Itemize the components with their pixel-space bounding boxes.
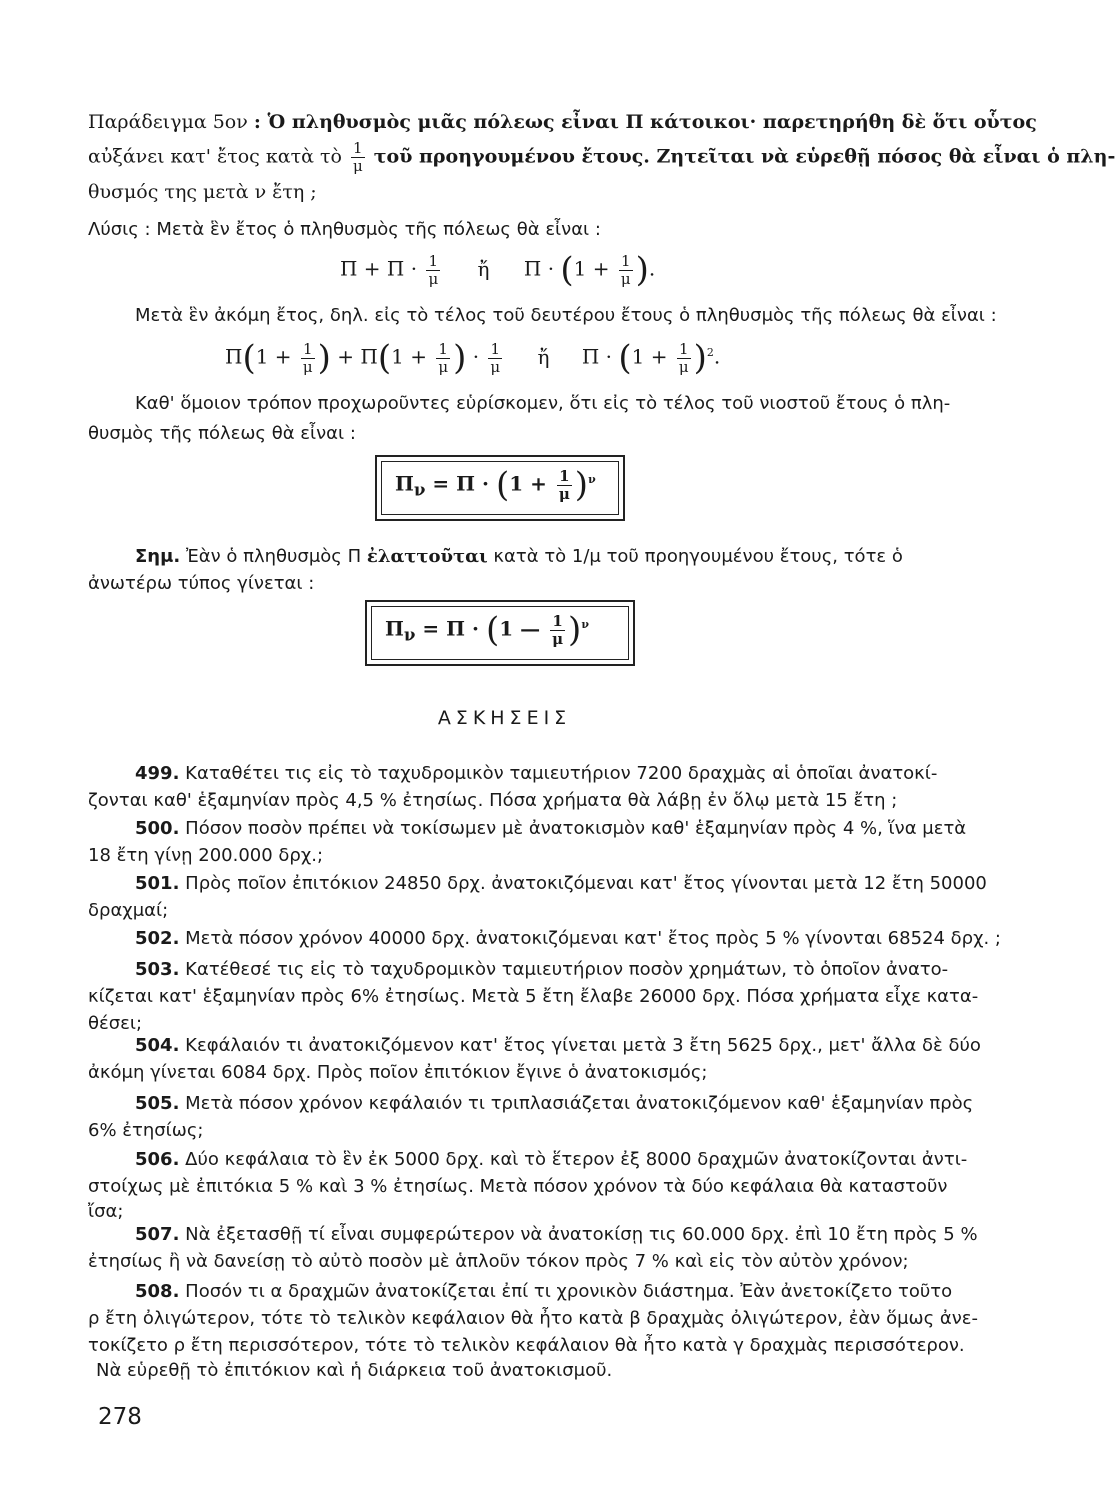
frac-num: 1 — [436, 341, 450, 359]
fraction-1-mu — [677, 341, 691, 376]
exercise-text: 18 ἔτη γίνῃ 200.000 δρχ.; — [88, 845, 324, 866]
subscript: ν — [403, 624, 416, 645]
exercise-number: 501. — [135, 873, 180, 894]
exercise-number: 507. — [135, 1224, 180, 1245]
paren-close: ) — [317, 338, 331, 378]
general-line-2 — [88, 422, 948, 446]
formula-term: Π · — [581, 344, 613, 369]
frac-num: 1 — [550, 613, 565, 631]
exercise-text: Νὰ εὑρεθῇ τὸ ἐπιτόκιον καὶ ἡ διάρκεια τοῦ ἀνατοκισμοῦ. — [96, 1360, 613, 1381]
boxed-formula-growth — [375, 455, 625, 521]
exercise-text: Νὰ ἐξετασθῇ τί εἶναι συμφερώτερον νὰ ἀνατοκίσῃ τις 60.000 δρχ. ἐπὶ 10 ἔτη πρὸς 5 % — [185, 1224, 978, 1245]
exercises-heading: ΑΣΚΗΣΕΙΣ — [437, 707, 572, 729]
frac-num: 1 — [426, 253, 440, 271]
exercise-508 — [135, 1280, 995, 1304]
exercise-number: 504. — [135, 1035, 180, 1056]
paren-open: ( — [485, 610, 500, 650]
formula-dot: · — [472, 344, 480, 369]
frac-den: μ — [552, 629, 564, 648]
exercise-text: δραχμαί; — [88, 900, 169, 921]
exercise-506-cont — [88, 1175, 948, 1199]
paren-open: ( — [495, 465, 510, 505]
exercise-507 — [135, 1223, 995, 1247]
exercise-text: Πόσον ποσὸν πρέπει νὰ τοκίσωμεν μὲ ἀνατοκισμὸν καθ' ἑξαμηνίαν πρὸς 4 %, ἵνα μετὰ — [185, 818, 967, 839]
exercise-text: Κατέθεσέ τις εἰς τὸ ταχυδρομικὸν ταμιευτήριον ποσὸν χρημάτων, τὸ ὁποῖον ἀνατο- — [185, 959, 949, 980]
exercise-501-cont — [88, 899, 948, 923]
paren-open: ( — [618, 338, 632, 378]
solution-text: : Μετὰ ἓν ἔτος ὁ πληθυσμὸς τῆς πόλεως θὰ εἶναι : — [144, 219, 601, 240]
exercise-text: στοίχως μὲ ἐπιτόκια 5 % καὶ 3 % ἐτησίως. Μετὰ πόσον χρόνον τὰ δύο κεφάλαια θὰ καταστοῦν — [88, 1176, 948, 1197]
formula-term: Π — [225, 344, 243, 369]
solution-line — [88, 218, 948, 242]
exercise-503-cont2 — [88, 1012, 948, 1036]
exercise-number: 505. — [135, 1093, 180, 1114]
fraction-1-mu — [301, 341, 315, 376]
frac-num: 1 — [488, 341, 502, 359]
exercise-text: Ποσόν τι α δραχμῶν ἀνατοκίζεται ἐπί τι χρονικὸν διάστημα. Ἐὰν ἀνετοκίζετο τοῦτο — [185, 1281, 953, 1302]
formula-term: 1 + — [391, 344, 427, 369]
formula-decline — [385, 610, 589, 650]
exercise-number: 500. — [135, 818, 180, 839]
exercise-508-cont2 — [88, 1334, 965, 1358]
fraction-1-mu — [550, 613, 565, 648]
frac-num: 1 — [557, 468, 572, 486]
paren-close: ) — [693, 338, 707, 378]
example-line-2 — [88, 139, 1115, 175]
exercise-text: ζονται καθ' ἑξαμηνίαν πρὸς 4,5 % ἐτησίως. Πόσα χρήματα θὰ λάβῃ ἐν ὅλῳ μετὰ 15 ἔτη ; — [88, 790, 898, 811]
frac-den: μ — [490, 357, 501, 376]
page-number: 278 — [98, 1404, 142, 1430]
frac-num: 1 — [619, 253, 633, 271]
exercise-text: ἴσα; — [88, 1201, 124, 1222]
exercise-502 — [135, 927, 1001, 951]
formula-term: = Π · — [422, 616, 479, 641]
frac-den: μ — [352, 157, 363, 175]
exercise-507-cont — [88, 1250, 948, 1274]
exercise-text: ἐτησίως ἢ νὰ δανείσῃ τὸ αὐτὸ ποσὸν μὲ ἁπλοῦν τόκον πρὸς 7 % καὶ εἰς τὸν αὐτὸν χρόνον; — [88, 1251, 909, 1272]
exercise-506-cont2 — [88, 1200, 948, 1224]
after-one-year-line — [135, 304, 995, 328]
exercise-text: Μετὰ πόσον χρόνον κεφάλαιόν τι τριπλασιάζεται ἀνατοκιζόμενον καθ' ἑξαμηνίαν πρὸς — [185, 1093, 974, 1114]
solution-label: Λύσις — [88, 219, 139, 240]
note-label: Σημ. — [135, 546, 181, 567]
frac-den: μ — [302, 357, 313, 376]
note-text-3: ἀνωτέρω τύπος γίνεται : — [88, 573, 315, 594]
exercise-499 — [135, 762, 995, 786]
exercise-text: Μετὰ πόσον χρόνον 40000 δρχ. ἀνατοκιζόμεναι κατ' ἔτος πρὸς 5 % γίνονται 68524 δρχ. ; — [185, 928, 1001, 949]
fraction-1-mu — [557, 468, 572, 503]
general-text-1: Καθ' ὅμοιον τρόπον προχωροῦντες εὑρίσκομεν, ὅτι εἰς τὸ τέλος τοῦ νιοστοῦ ἔτους ὁ πλη- — [135, 393, 951, 414]
exercise-508-cont3 — [96, 1359, 956, 1383]
frac-den: μ — [438, 357, 449, 376]
formula-term: Π — [385, 616, 404, 641]
exponent: ν — [588, 472, 596, 486]
exercise-text: ρ ἔτη ὀλιγώτερον, τότε τὸ τελικὸν κεφάλαιον θὰ ἦτο κατὰ β δραχμὰς ὀλιγώτερον, ἐὰν ὅμως ἀνε- — [88, 1308, 979, 1329]
formula-period: . — [713, 344, 721, 369]
exercise-505-cont — [88, 1119, 948, 1143]
example-problem-2: αὐξάνει κατ' ἔτος κατὰ τὸ — [88, 145, 342, 168]
formula-or: ἤ — [477, 256, 490, 281]
exercise-499-cont — [88, 789, 948, 813]
frac-num: 1 — [351, 140, 365, 158]
paren-close: ) — [574, 465, 589, 505]
example-label: Παράδειγμα 5ον — [88, 111, 248, 133]
exercise-number: 506. — [135, 1149, 180, 1170]
formula-term: 1 + — [509, 471, 547, 496]
exercise-text: Πρὸς ποῖον ἐπιτόκιον 24850 δρχ. ἀνατοκιζόμεναι κατ' ἔτος γίνονται μετὰ 12 ἔτη 50000 — [185, 873, 987, 894]
formula-period: . — [648, 256, 656, 281]
exercise-number: 503. — [135, 959, 180, 980]
example-line-3 — [88, 180, 948, 204]
paren-close: ) — [635, 250, 649, 290]
frac-den: μ — [678, 357, 689, 376]
formula-term: 1 + — [255, 344, 292, 369]
fraction-1-mu — [619, 253, 633, 288]
paren-close: ) — [453, 338, 467, 378]
example-problem-3: τοῦ προηγουμένου ἔτους. Ζητεῖται νὰ εὑρεθῇ πόσος θὰ εἶναι ὁ πλη- — [373, 145, 1115, 168]
frac-num: 1 — [677, 341, 691, 359]
formula-term: 1 + — [631, 344, 668, 369]
formula-term: Π + Π · — [340, 256, 418, 281]
frac-num: 1 — [301, 341, 315, 359]
paren-close: ) — [568, 610, 582, 650]
paren-open: ( — [242, 338, 256, 378]
exercise-number: 502. — [135, 928, 180, 949]
exercise-number: 499. — [135, 763, 180, 784]
fraction-1-mu — [426, 253, 440, 288]
note-line-1 — [135, 545, 995, 569]
formula-two-years — [225, 338, 720, 378]
example-problem-4: θυσμός της μετὰ ν ἔτη ; — [88, 181, 317, 203]
exercise-text: Καταθέτει τις εἰς τὸ ταχυδρομικὸν ταμιευτήριον 7200 δραχμὰς αἱ ὁποῖαι ἀνατοκί- — [185, 763, 938, 784]
exercise-text: θέσει; — [88, 1013, 143, 1034]
note-line-2 — [88, 572, 948, 596]
formula-term: 1 — — [499, 616, 541, 641]
formula-term: 1 + — [573, 256, 610, 281]
formula-term: Π · — [523, 256, 555, 281]
boxed-formula-decline — [365, 600, 635, 666]
general-line-1 — [135, 392, 995, 416]
after-one-year-text: Μετὰ ἓν ἀκόμη ἔτος, δηλ. εἰς τὸ τέλος τοῦ δευτέρου ἔτους ὁ πληθυσμὸς τῆς πόλεως θὰ εἶναι : — [135, 305, 997, 326]
exercise-504-cont — [88, 1061, 948, 1085]
exercise-505 — [135, 1092, 995, 1116]
fraction-1-mu — [436, 341, 450, 376]
fraction-1-mu — [488, 341, 502, 376]
frac-den: μ — [428, 269, 439, 288]
note-bold: ἐλαττοῦται — [366, 546, 488, 567]
exercise-text: τοκίζετο ρ ἔτη περισσότερον, τότε τὸ τελικὸν κεφάλαιον θὰ ἦτο κατὰ γ δραχμὰς περισσότερον. — [88, 1335, 965, 1356]
note-text-2: κατὰ τὸ 1/μ τοῦ προηγουμένου ἔτους, τότε ὁ — [493, 546, 903, 567]
note-text-1: Ἐὰν ὁ πληθυσμὸς Π — [185, 546, 362, 567]
paren-open: ( — [377, 338, 392, 378]
exercise-501 — [135, 872, 995, 896]
general-text-2: θυσμὸς τῆς πόλεως θὰ εἶναι : — [88, 423, 356, 444]
exercise-number: 508. — [135, 1281, 180, 1302]
formula-one-year — [340, 250, 655, 290]
exercise-text: κίζεται κατ' ἑξαμηνίαν πρὸς 6% ἐτησίως. Μετὰ 5 ἔτη ἔλαβε 26000 δρχ. Πόσα χρήματα εἶχε κατα- — [88, 986, 979, 1007]
exercise-text: ἀκόμη γίνεται 6084 δρχ. Πρὸς ποῖον ἐπιτόκιον ἔγινε ὁ ἀνατοκισμός; — [88, 1062, 708, 1083]
exercise-503-cont — [88, 985, 979, 1009]
exercise-508-cont — [88, 1307, 979, 1331]
exercise-504 — [135, 1034, 995, 1058]
exercise-text: Κεφάλαιόν τι ἀνατοκιζόμενον κατ' ἔτος γίνεται μετὰ 3 ἔτη 5625 δρχ., μετ' ἄλλα δὲ δύο — [185, 1035, 981, 1056]
formula-term: = Π · — [432, 471, 489, 496]
paren-open: ( — [560, 250, 574, 290]
formula-term: Π — [395, 471, 414, 496]
exercise-500-cont — [88, 844, 948, 868]
exercise-506 — [135, 1148, 995, 1172]
exercise-text: Δύο κεφάλαια τὸ ἓν ἐκ 5000 δρχ. καὶ τὸ ἕτερον ἐξ 8000 δραχμῶν ἀνατοκίζονται ἀντι- — [185, 1149, 968, 1170]
formula-term: + Π — [337, 344, 378, 369]
formula-growth — [395, 465, 596, 505]
example-line-1 — [88, 110, 1037, 134]
exponent: 2 — [706, 345, 714, 359]
frac-den: μ — [558, 484, 570, 503]
frac-den: μ — [620, 269, 631, 288]
exponent: ν — [581, 617, 589, 631]
exercise-500 — [135, 817, 995, 841]
fraction-1-mu — [351, 140, 365, 175]
subscript: ν — [413, 479, 426, 500]
example-problem-1: : Ὁ πληθυσμὸς μιᾶς πόλεως εἶναι Π κάτοικοι· παρετηρήθη δὲ ὅτι οὗτος — [253, 111, 1037, 133]
exercise-503 — [135, 958, 995, 982]
formula-or: ἤ — [537, 344, 550, 369]
exercise-text: 6% ἐτησίως; — [88, 1120, 204, 1141]
